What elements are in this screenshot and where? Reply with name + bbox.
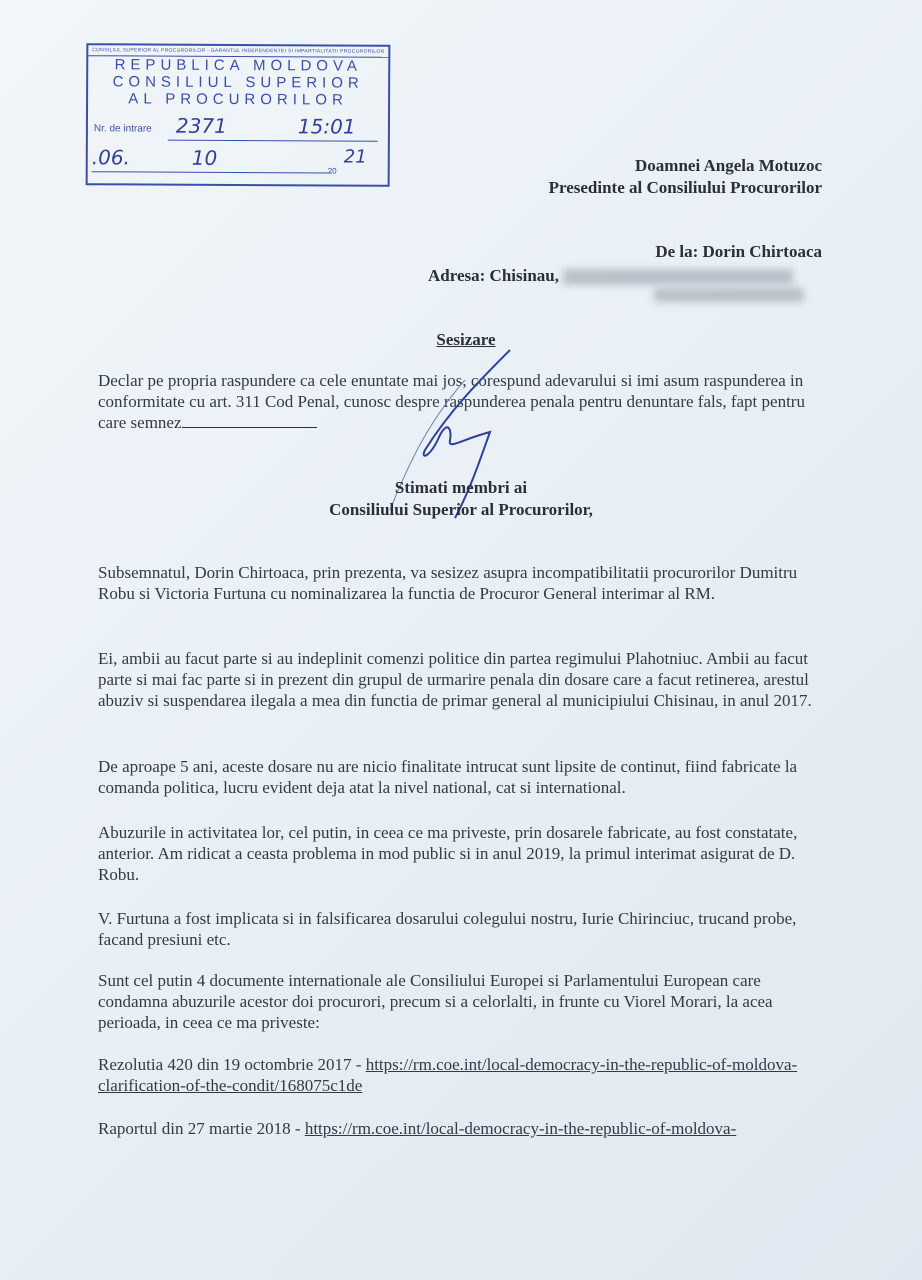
- stamp-year-suffix: 21: [343, 146, 367, 168]
- paragraph-1: Subsemnatul, Dorin Chirtoaca, prin prezenta, va sesizez asupra incompatibilitatii procurorilor Dumitru Robu si Victoria Furtuna cu nominalizarea la functia de Procuror General interimar al RM.: [98, 563, 798, 603]
- address-redacted: [563, 269, 793, 285]
- paragraph-5: V. Furtuna a fost implicata si in falsificarea dosarului colegului nostru, Iurie Chirinciuc, trucand probe, facand presiuni etc.: [98, 909, 797, 949]
- signature-line: [182, 427, 317, 428]
- recipient-name: Doamnei Angela Motuzoc: [635, 156, 822, 175]
- stamp-month: 10: [191, 145, 218, 170]
- paragraph-2: Ei, ambii au facut parte si au indeplinit comenzi politice din partea regimului Plahotniuc. Ambii au facut parte si mai fac parte si in prezent din grupul de urmarire penala din dosare care a facut retinerea, arestul abuziv si suspendarea ilegala a mea din functia de primar general al municipiului Chisinau, in anul 2017.: [98, 649, 812, 710]
- registration-stamp: [86, 43, 391, 187]
- reference-2-link[interactable]: https://rm.coe.int/local-democracy-in-the-republic-of-moldova-: [304, 1119, 737, 1138]
- stamp-date-underline: [92, 171, 332, 173]
- salutation-line-2: Consiliului Superior al Procurorilor,: [329, 500, 593, 519]
- stamp-nr-underline: [168, 140, 378, 142]
- declaration-body: Declar pe propria raspundere ca cele enuntate mai jos, corespund adevarului si imi asum raspunderea in conformitate cu art. 311 Cod Penal, cunosc despre raspunderea penala pentru denuntare fals, fapt pentru care semnez: [98, 371, 805, 432]
- reference-1-link[interactable]: https://rm.coe.int/local-democracy-in-the-republic-of-moldova-clarification-of-the-condit/168075c1de: [98, 1055, 798, 1095]
- reference-2-label: Raportul din 27 martie 2018 -: [98, 1119, 305, 1138]
- stamp-line-1: REPUBLICA MOLDOVA: [114, 56, 362, 75]
- reference-2: [98, 1118, 818, 1139]
- recipient-title: Presedinte al Consiliului Procurorilor: [548, 178, 822, 197]
- paragraph-6: Sunt cel putin 4 documente internationale ale Consiliului Europei si Parlamentului European care condamna abuzurile acestor doi procurori, precum si a celorlalti, in frunte cu Viorel Morari, la acea perioada, in ceea ce ma priveste:: [98, 971, 773, 1032]
- salutation-line-1: Stimati membri ai: [394, 478, 528, 497]
- reference-1: [98, 1054, 818, 1096]
- sender-line: De la: Dorin Chirtoaca: [655, 242, 822, 261]
- paragraph-4: Abuzurile in activitatea lor, cel putin, in ceea ce ma priveste, prin dosarele fabricate, au fost constatate, anterior. Am ridicat a ceasta problema in mod public si in anul 2019, la primul interimat asigurat de D. Robu.: [98, 823, 798, 884]
- stamp-year-prefix: 20: [327, 166, 337, 176]
- paragraph-3: De aproape 5 ani, aceste dosare nu are nicio finalitate intrucat sunt lipsite de continut, fiind fabricate la comanda politica, lucru evident deja atat la nivel national, cat si international.: [98, 757, 798, 797]
- stamp-top-text: CONSILIUL SUPERIOR AL PROCURORILOR - GARANTUL INDEPENDENTEI SI IMPARTIALITATII PROCURORILOR: [88, 45, 388, 58]
- address-redacted-2: [654, 288, 804, 302]
- document-title: Sesizare: [436, 330, 496, 349]
- stamp-nr-value: 2371: [175, 113, 227, 138]
- stamp-time: 15:01: [297, 114, 356, 139]
- reference-1-label: Rezolutia 420 din 19 octombrie 2017 -: [98, 1055, 366, 1074]
- address-line: [428, 266, 793, 286]
- stamp-line-3: AL PROCURORILOR: [128, 90, 348, 109]
- stamp-day: .06.: [91, 145, 131, 170]
- stamp-line-2: CONSILIUL SUPERIOR: [112, 73, 364, 92]
- address-label: Adresa: Chisinau,: [428, 266, 559, 285]
- stamp-nr-label: Nr. de intrare: [93, 123, 152, 135]
